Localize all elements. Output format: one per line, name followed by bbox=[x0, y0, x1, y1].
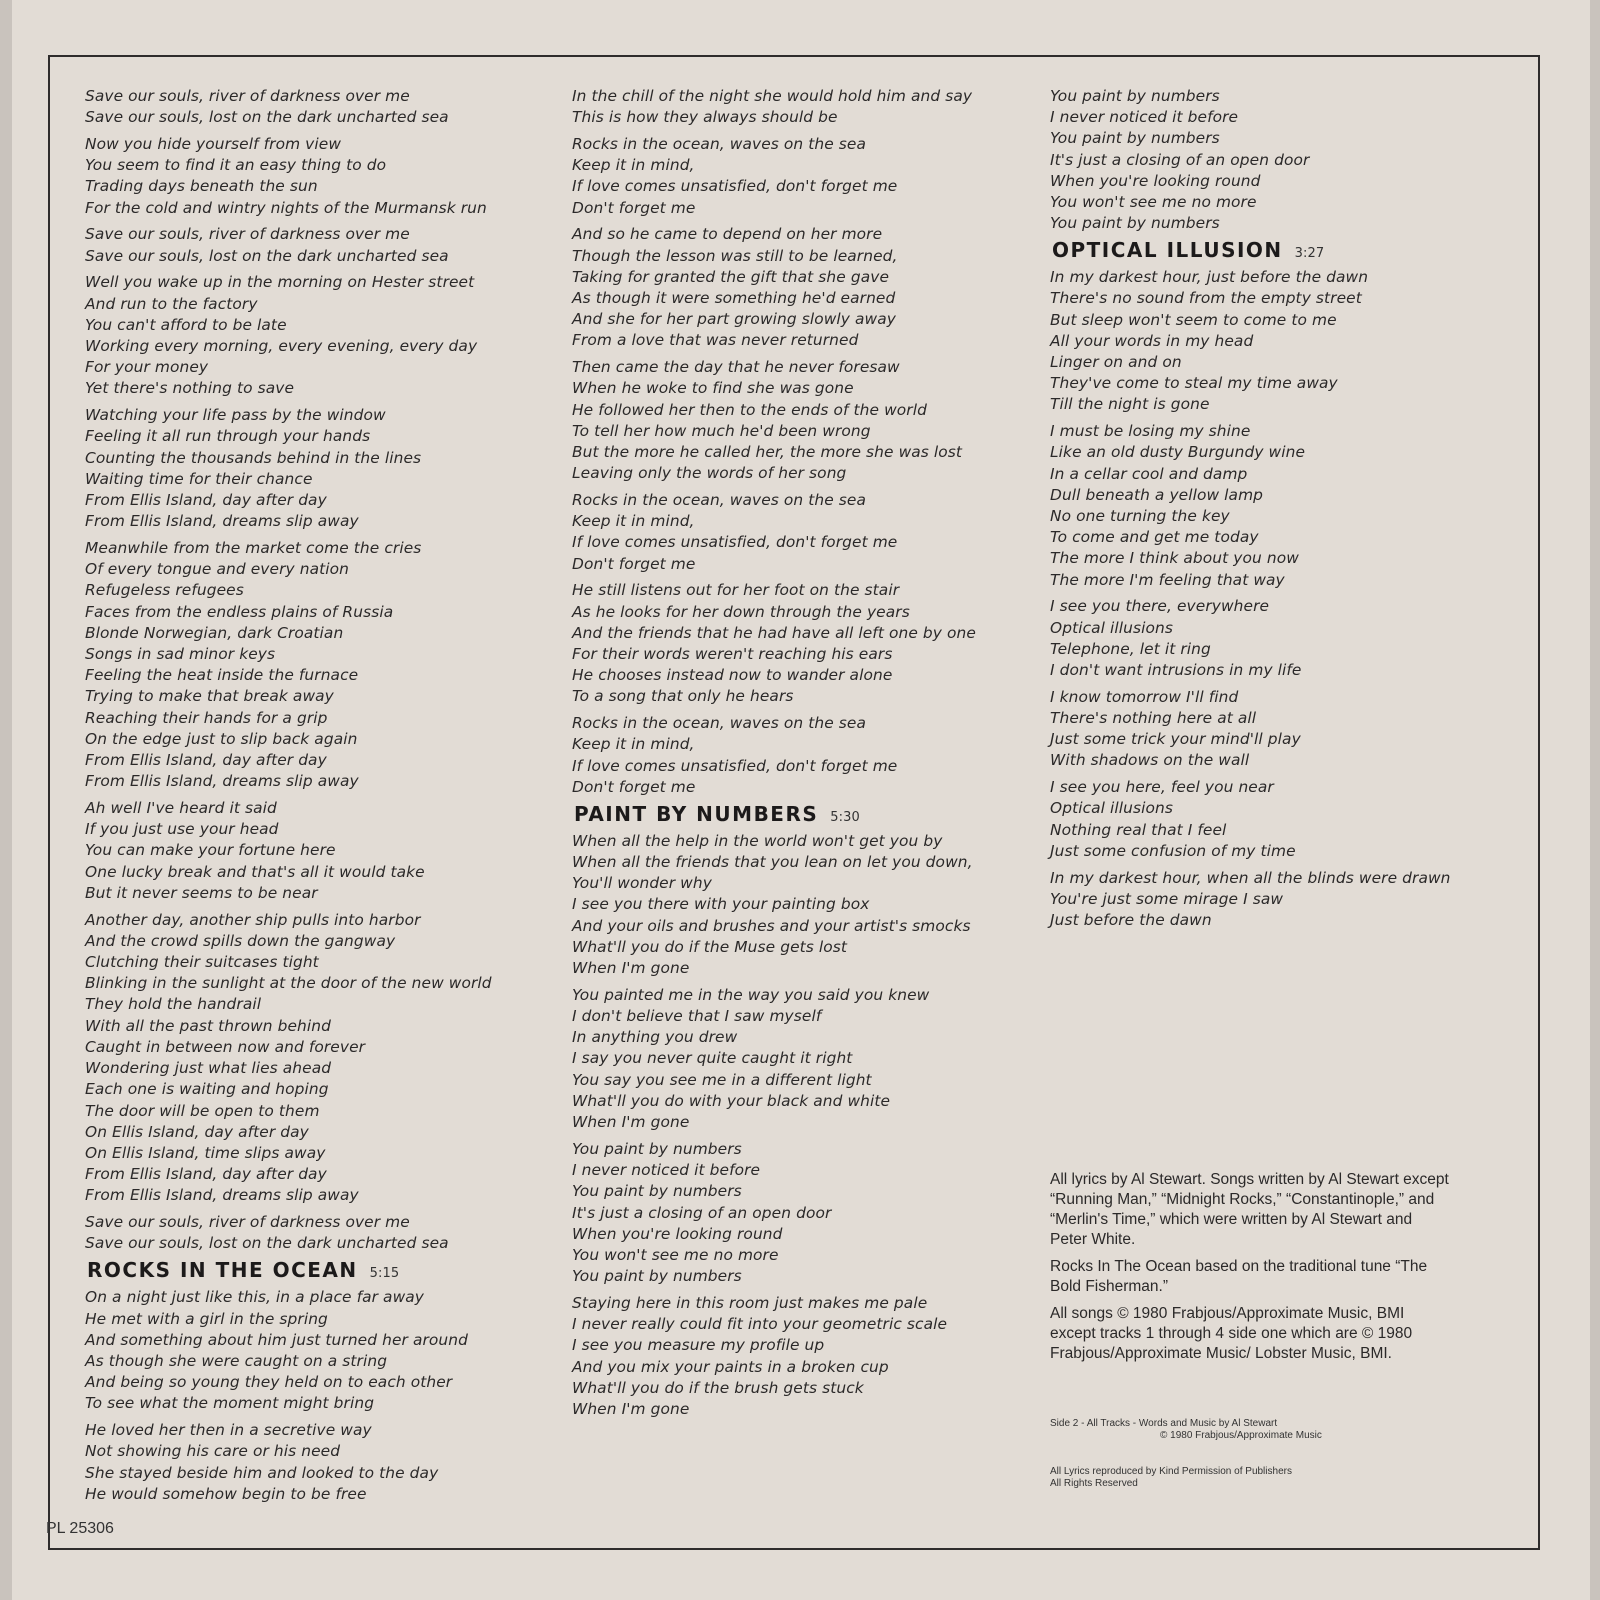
lyrics-block bbox=[1050, 267, 1520, 931]
lyric-line: I know tomorrow I'll find bbox=[1050, 687, 1239, 706]
lyric-line: Then came the day that he never foresaw bbox=[572, 358, 900, 377]
lyric-line: On a night just like this, in a place far away bbox=[85, 1288, 425, 1307]
lyric-line: For your money bbox=[85, 358, 209, 377]
lyric-line: On Ellis Island, day after day bbox=[85, 1122, 309, 1141]
lyric-line: Keep it in mind, bbox=[572, 156, 695, 175]
lyric-line: What'll you do with your black and white bbox=[572, 1091, 891, 1110]
lyric-line: Rocks in the ocean, waves on the sea bbox=[572, 491, 867, 510]
lyrics-column-right bbox=[1050, 86, 1520, 937]
lyric-line: Like an old dusty Burgundy wine bbox=[1050, 443, 1306, 462]
lyric-line: Nothing real that I feel bbox=[1050, 820, 1227, 839]
lyric-line: Save our souls, lost on the dark uncharted sea bbox=[85, 1234, 449, 1253]
lyric-line: From Ellis Island, day after day bbox=[85, 491, 327, 510]
lyric-line: I never noticed it before bbox=[572, 1161, 761, 1180]
lyric-line: With shadows on the wall bbox=[1050, 751, 1250, 770]
lyric-line: Leaving only the words of her song bbox=[572, 464, 847, 483]
lyric-line: I see you measure my profile up bbox=[572, 1336, 825, 1355]
lyric-line: He loved her then in a secretive way bbox=[85, 1421, 372, 1440]
lyric-line: He still listens out for her foot on the stair bbox=[572, 581, 900, 600]
stanza bbox=[85, 272, 545, 399]
lyric-line: The more I think about you now bbox=[1050, 549, 1299, 568]
lyric-line: From Ellis Island, day after day bbox=[85, 751, 327, 770]
lyric-line: Reaching their hands for a grip bbox=[85, 708, 328, 727]
lyric-line: He met with a girl in the spring bbox=[85, 1309, 328, 1328]
stanza bbox=[85, 134, 545, 219]
fine-print-line: © 1980 Frabjous/Approximate Music bbox=[1160, 1429, 1322, 1441]
stanza bbox=[1050, 777, 1520, 862]
credits-paragraph: Rocks In The Ocean based on the traditional tune “The Bold Fisherman.” bbox=[1050, 1258, 1428, 1295]
lyric-line: Save our souls, river of darkness over me bbox=[85, 1213, 410, 1232]
lyric-line: In my darkest hour, when all the blinds were drawn bbox=[1050, 868, 1451, 887]
lyric-line: And the crowd spills down the gangway bbox=[85, 931, 396, 950]
stanza bbox=[85, 1287, 545, 1414]
lyric-line: Blonde Norwegian, dark Croatian bbox=[85, 623, 344, 642]
song-heading bbox=[1052, 240, 1520, 264]
fine-print-line: Side 2 - All Tracks - Words and Music by Al Stewart bbox=[1050, 1418, 1278, 1429]
lyric-line: Yet there's nothing to save bbox=[85, 379, 295, 398]
lyrics-block bbox=[572, 831, 1042, 1420]
stanza bbox=[572, 490, 1042, 575]
lyric-line: You're just some mirage I saw bbox=[1050, 889, 1284, 908]
lyric-line: I don't believe that I saw myself bbox=[572, 1007, 822, 1026]
lyric-line: In the chill of the night she would hold him and say bbox=[572, 87, 973, 105]
lyric-line: To see what the moment might bring bbox=[85, 1394, 375, 1413]
lyric-line: From a love that was never returned bbox=[572, 331, 859, 350]
lyric-line: I see you there with your painting box bbox=[572, 895, 870, 914]
stanza bbox=[572, 985, 1042, 1133]
song-duration: 5:30 bbox=[830, 809, 860, 825]
lyric-line: And you mix your paints in a broken cup bbox=[572, 1357, 889, 1376]
lyric-line: Taking for granted the gift that she gave bbox=[572, 267, 890, 286]
lyric-line: But the more he called her, the more she was lost bbox=[572, 443, 963, 462]
lyric-line: They hold the handrail bbox=[85, 995, 262, 1014]
lyric-line: For the cold and wintry nights of the Murmansk run bbox=[85, 198, 487, 217]
stanza bbox=[1050, 86, 1520, 234]
lyric-line: All your words in my head bbox=[1050, 331, 1254, 350]
lyric-line: You say you see me in a different light bbox=[572, 1070, 872, 1089]
lyric-line: In a cellar cool and damp bbox=[1050, 464, 1248, 483]
lyric-line: Staying here in this room just makes me pale bbox=[572, 1293, 928, 1312]
lyric-line: Though the lesson was still to be learned, bbox=[572, 246, 898, 265]
credits-block bbox=[1050, 1170, 1450, 1371]
lyric-line: Telephone, let it ring bbox=[1050, 639, 1211, 658]
credits-paragraph: All songs © 1980 Frabjous/Approximate Music, BMI except tracks 1 through 4 side one which are © 1980 Frabjous/Approximate Music/ Lobster Music, BMI. bbox=[1050, 1305, 1413, 1362]
lyrics-column-middle bbox=[572, 86, 1042, 1426]
lyrics-block bbox=[1050, 86, 1520, 234]
lyric-line: Counting the thousands behind in the lines bbox=[85, 448, 422, 467]
lyric-line: If love comes unsatisfied, don't forget me bbox=[572, 177, 898, 196]
lyric-line: Waiting time for their chance bbox=[85, 469, 313, 488]
song-heading bbox=[87, 1260, 545, 1284]
lyric-line: You paint by numbers bbox=[1050, 87, 1220, 105]
stanza bbox=[572, 831, 1042, 979]
lyric-line: She stayed beside him and looked to the day bbox=[85, 1463, 439, 1482]
lyric-line: You paint by numbers bbox=[1050, 214, 1220, 233]
lyric-line: He chooses instead now to wander alone bbox=[572, 666, 893, 685]
lyrics-block bbox=[85, 86, 545, 1255]
lyric-line: Well you wake up in the morning on Hester street bbox=[85, 273, 475, 292]
lyric-line: To come and get me today bbox=[1050, 528, 1259, 547]
stanza bbox=[572, 357, 1042, 484]
stanza bbox=[1050, 421, 1520, 591]
lyric-line: You can make your fortune here bbox=[85, 841, 336, 860]
lyric-line: Just some confusion of my time bbox=[1050, 841, 1296, 860]
lyric-line: You can't afford to be late bbox=[85, 315, 287, 334]
lyric-line: Optical illusions bbox=[1050, 799, 1174, 818]
lyric-line: You'll wonder why bbox=[572, 874, 712, 893]
lyric-line: What'll you do if the brush gets stuck bbox=[572, 1378, 864, 1397]
lyric-line: If you just use your head bbox=[85, 820, 279, 839]
lyrics-block bbox=[572, 86, 1042, 798]
lyric-line: Save our souls, river of darkness over me bbox=[85, 225, 410, 244]
lyric-line: Each one is waiting and hoping bbox=[85, 1080, 329, 1099]
lyric-line: There's no sound from the empty street bbox=[1050, 289, 1362, 308]
stanza bbox=[1050, 687, 1520, 772]
lyric-line: Just before the dawn bbox=[1050, 911, 1212, 930]
lyric-line: I say you never quite caught it right bbox=[572, 1049, 853, 1068]
lyric-line: On the edge just to slip back again bbox=[85, 729, 358, 748]
song-title: ROCKS IN THE OCEAN bbox=[87, 1258, 358, 1283]
lyric-line: Refugeless refugees bbox=[85, 581, 244, 600]
lyric-line: The door will be open to them bbox=[85, 1101, 320, 1120]
lyric-line: Faces from the endless plains of Russia bbox=[85, 602, 394, 621]
credits-paragraph: All lyrics by Al Stewart. Songs written by Al Stewart except “Running Man,” “Midnight Rocks,” “Constantinople,” and “Merlin's Time,” which were written by Al Stewart and Peter White. bbox=[1050, 1171, 1449, 1248]
lyric-line: There's nothing here at all bbox=[1050, 709, 1257, 728]
lyric-line: With all the past thrown behind bbox=[85, 1016, 332, 1035]
lyric-line: From Ellis Island, dreams slip away bbox=[85, 1186, 359, 1205]
lyric-line: This is how they always should be bbox=[572, 108, 838, 127]
lyric-line: It's just a closing of an open door bbox=[572, 1203, 832, 1222]
song-duration: 3:27 bbox=[1294, 246, 1325, 262]
lyric-line: You painted me in the way you said you knew bbox=[572, 985, 930, 1004]
lyric-line: From Ellis Island, dreams slip away bbox=[85, 772, 359, 791]
stanza bbox=[85, 405, 545, 532]
lyric-line: When you're looking round bbox=[1050, 171, 1261, 190]
lyric-line: As though she were caught on a string bbox=[85, 1351, 388, 1370]
lyric-line: And being so young they held on to each other bbox=[85, 1373, 453, 1392]
lyric-line: When I'm gone bbox=[572, 1113, 690, 1132]
stanza bbox=[85, 538, 545, 792]
lyric-line: He would somehow begin to be free bbox=[85, 1484, 367, 1503]
lyric-line: Feeling the heat inside the furnace bbox=[85, 666, 359, 685]
lyric-line: Watching your life pass by the window bbox=[85, 406, 386, 425]
lyric-line: I see you there, everywhere bbox=[1050, 597, 1270, 616]
lyric-line: And run to the factory bbox=[85, 294, 258, 313]
lyric-line: As he looks for her down through the years bbox=[572, 602, 910, 621]
lyric-line: Blinking in the sunlight at the door of the new world bbox=[85, 974, 492, 993]
lyric-line: And the friends that he had have all left one by one bbox=[572, 623, 976, 642]
stanza bbox=[572, 1293, 1042, 1420]
stanza bbox=[572, 134, 1042, 219]
stanza bbox=[572, 224, 1042, 351]
song-heading bbox=[574, 801, 1042, 828]
lyric-line: Feeling it all run through your hands bbox=[85, 427, 371, 446]
lyric-line: You won't see me no more bbox=[1050, 193, 1257, 212]
lyric-line: When I'm gone bbox=[572, 959, 690, 978]
lyric-line: Linger on and on bbox=[1050, 353, 1182, 372]
lyric-line: To tell her how much he'd been wrong bbox=[572, 421, 871, 440]
lyric-line: You won't see me no more bbox=[572, 1245, 779, 1264]
lyric-line: Trying to make that break away bbox=[85, 687, 334, 706]
lyric-line: Caught in between now and forever bbox=[85, 1037, 366, 1056]
stanza bbox=[1050, 868, 1520, 932]
lyric-line: When he woke to find she was gone bbox=[572, 379, 854, 398]
lyric-line: One lucky break and that's all it would take bbox=[85, 862, 425, 881]
lyric-line: I don't want intrusions in my life bbox=[1050, 661, 1302, 680]
lyric-line: When all the help in the world won't get you by bbox=[572, 831, 943, 850]
lyric-line: You paint by numbers bbox=[572, 1267, 742, 1286]
lyric-line: Just some trick your mind'll play bbox=[1050, 730, 1301, 749]
lyric-line: Don't forget me bbox=[572, 198, 696, 217]
lyric-line: And so he came to depend on her more bbox=[572, 225, 883, 244]
stanza bbox=[85, 1420, 545, 1505]
lyric-line: Dull beneath a yellow lamp bbox=[1050, 485, 1264, 504]
stanza bbox=[85, 1212, 545, 1254]
lyric-line: Clutching their suitcases tight bbox=[85, 953, 319, 972]
stanza bbox=[85, 86, 545, 128]
lyric-line: You paint by numbers bbox=[572, 1139, 742, 1158]
song-duration: 5:15 bbox=[369, 1266, 400, 1282]
lyric-line: Meanwhile from the market come the cries bbox=[85, 539, 422, 558]
stanza bbox=[1050, 596, 1520, 681]
lyric-line: When you're looking round bbox=[572, 1224, 783, 1243]
lyric-line: Rocks in the ocean, waves on the sea bbox=[572, 135, 867, 153]
lyric-line: You seem to find it an easy thing to do bbox=[85, 156, 387, 175]
stanza bbox=[85, 798, 545, 904]
lyric-line: Working every morning, every evening, every day bbox=[85, 337, 478, 356]
permission-notice bbox=[1050, 1466, 1410, 1489]
lyric-line: From Ellis Island, day after day bbox=[85, 1165, 327, 1184]
lyric-line: The more I'm feeling that way bbox=[1050, 570, 1285, 589]
catalog-number: PL 25306 bbox=[46, 1520, 114, 1537]
lyric-line: Rocks in the ocean, waves on the sea bbox=[572, 714, 867, 733]
stanza bbox=[1050, 267, 1520, 415]
lyric-line: Keep it in mind, bbox=[572, 735, 695, 754]
lyric-line: When all the friends that you lean on let you down, bbox=[572, 853, 973, 872]
stanza bbox=[572, 580, 1042, 707]
lyric-line: Trading days beneath the sun bbox=[85, 177, 318, 196]
stanza bbox=[572, 713, 1042, 798]
stanza bbox=[85, 910, 545, 1207]
lyric-line: What'll you do if the Muse gets lost bbox=[572, 937, 848, 956]
song-title: OPTICAL ILLUSION bbox=[1052, 238, 1283, 263]
lyric-line: For their words weren't reaching his ears bbox=[572, 645, 893, 664]
lyric-line: From Ellis Island, dreams slip away bbox=[85, 512, 359, 531]
lyrics-block bbox=[85, 1287, 545, 1505]
lyric-line: Wondering just what lies ahead bbox=[85, 1059, 332, 1078]
lyric-line: Of every tongue and every nation bbox=[85, 560, 349, 579]
lyrics-column-left bbox=[85, 86, 545, 1511]
lyric-line: Ah well I've heard it said bbox=[85, 799, 277, 818]
lyric-line: When I'm gone bbox=[572, 1399, 690, 1418]
fine-print-line: All Rights Reserved bbox=[1050, 1477, 1138, 1489]
side-two-credit bbox=[1050, 1418, 1410, 1441]
lyric-line: I never noticed it before bbox=[1050, 108, 1239, 127]
lyric-line: No one turning the key bbox=[1050, 507, 1230, 526]
lyric-line: I see you here, feel you near bbox=[1050, 778, 1274, 797]
lyric-line: On Ellis Island, time slips away bbox=[85, 1143, 326, 1162]
lyric-line: If love comes unsatisfied, don't forget me bbox=[572, 756, 898, 775]
lyric-line: And something about him just turned her around bbox=[85, 1330, 469, 1349]
stanza bbox=[572, 86, 1042, 128]
lyric-line: You paint by numbers bbox=[1050, 129, 1220, 148]
lyric-line: Optical illusions bbox=[1050, 618, 1174, 637]
lyric-line: Another day, another ship pulls into harbor bbox=[85, 910, 421, 929]
lyric-line: You paint by numbers bbox=[572, 1182, 742, 1201]
lyric-line: I never really could fit into your geometric scale bbox=[572, 1315, 948, 1334]
lyric-line: Don't forget me bbox=[572, 554, 696, 573]
lyric-line: Save our souls, river of darkness over me bbox=[85, 87, 410, 105]
song-title: PAINT BY NUMBERS bbox=[574, 801, 819, 826]
lyric-line: Save our souls, lost on the dark uncharted sea bbox=[85, 246, 449, 265]
lyric-line: I must be losing my shine bbox=[1050, 422, 1251, 441]
lyric-line: Not showing his care or his need bbox=[85, 1442, 341, 1461]
lyric-line: They've come to steal my time away bbox=[1050, 374, 1338, 393]
lyric-line: Keep it in mind, bbox=[572, 512, 695, 531]
lyric-line: In my darkest hour, just before the dawn bbox=[1050, 268, 1369, 287]
lyric-line: Till the night is gone bbox=[1050, 395, 1210, 414]
lyric-line: But it never seems to be near bbox=[85, 883, 318, 902]
lyric-line: If love comes unsatisfied, don't forget me bbox=[572, 533, 898, 552]
stanza bbox=[572, 1139, 1042, 1287]
lyric-line: And your oils and brushes and your artist's smocks bbox=[572, 916, 971, 935]
lyric-line: Save our souls, lost on the dark uncharted sea bbox=[85, 108, 449, 127]
lyric-line: Songs in sad minor keys bbox=[85, 645, 276, 664]
lyric-line: As though it were something he'd earned bbox=[572, 289, 896, 308]
lyric-line: Don't forget me bbox=[572, 777, 696, 796]
lyric-line: And she for her part growing slowly away bbox=[572, 310, 896, 329]
lyric-line: He followed her then to the ends of the world bbox=[572, 400, 927, 419]
lyric-line: It's just a closing of an open door bbox=[1050, 150, 1310, 169]
lyric-sheet bbox=[12, 0, 1590, 1600]
stanza bbox=[85, 224, 545, 266]
lyric-line: Now you hide yourself from view bbox=[85, 135, 342, 153]
lyric-line: But sleep won't seem to come to me bbox=[1050, 310, 1337, 329]
fine-print-line: All Lyrics reproduced by Kind Permission of Publishers bbox=[1050, 1466, 1292, 1477]
lyric-line: In anything you drew bbox=[572, 1028, 738, 1047]
lyric-line: To a song that only he hears bbox=[572, 687, 794, 706]
